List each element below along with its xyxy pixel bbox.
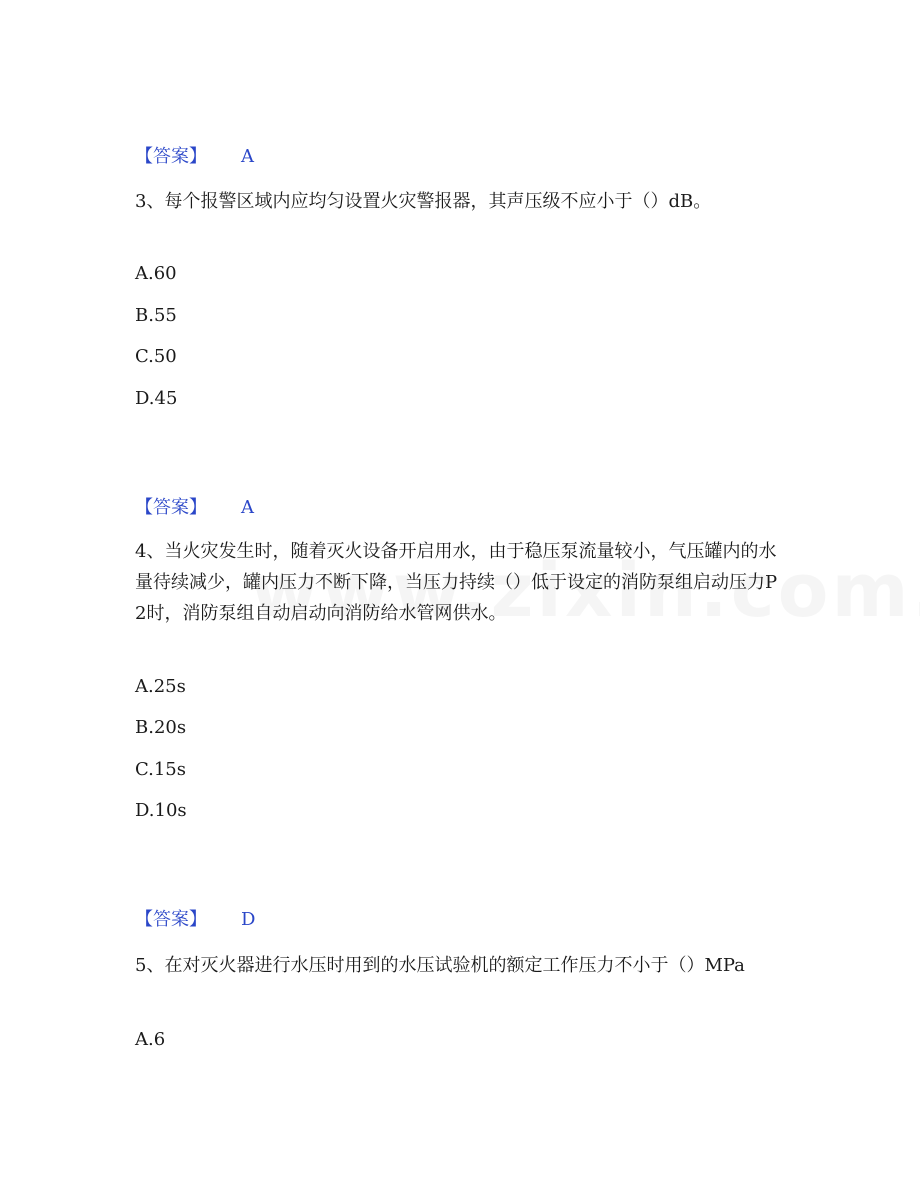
option-d: D.45	[135, 388, 178, 409]
question-text: 5、在对灭火器进行水压时用到的水压试验机的额定工作压力不小于（）MPa	[135, 955, 745, 976]
option-c: C.50	[135, 346, 177, 367]
answer-line	[135, 496, 785, 520]
option-b: B.20s	[135, 717, 187, 738]
answer-label: 【答案】	[135, 146, 207, 167]
answer-line	[135, 145, 785, 169]
option-c: C.15s	[135, 759, 186, 780]
answer-label: 【答案】	[135, 909, 207, 930]
answer-value: A	[241, 497, 254, 518]
option-a: A.25s	[135, 676, 186, 697]
question-text: 4、当火灾发生时，随着灭火设备开启用水，由于稳压泵流量较小，气压罐内的水量待续减少，罐内压力不断下降，当压力持续（）低于设定的消防泵组启动压力P2时，消防泵组自动启动向消防给水管网供水。	[135, 541, 778, 624]
answer-line	[135, 908, 785, 932]
answer-label: 【答案】	[135, 497, 207, 518]
option-a: A.6	[135, 1029, 166, 1050]
answer-value: D	[241, 909, 256, 930]
option-a: A.60	[135, 263, 177, 284]
question-text: 3、每个报警区域内应均匀设置火灾警报器，其声压级不应小于（）dB。	[135, 191, 712, 212]
option-b: B.55	[135, 305, 177, 326]
answer-value: A	[241, 146, 254, 167]
option-d: D.10s	[135, 800, 187, 821]
